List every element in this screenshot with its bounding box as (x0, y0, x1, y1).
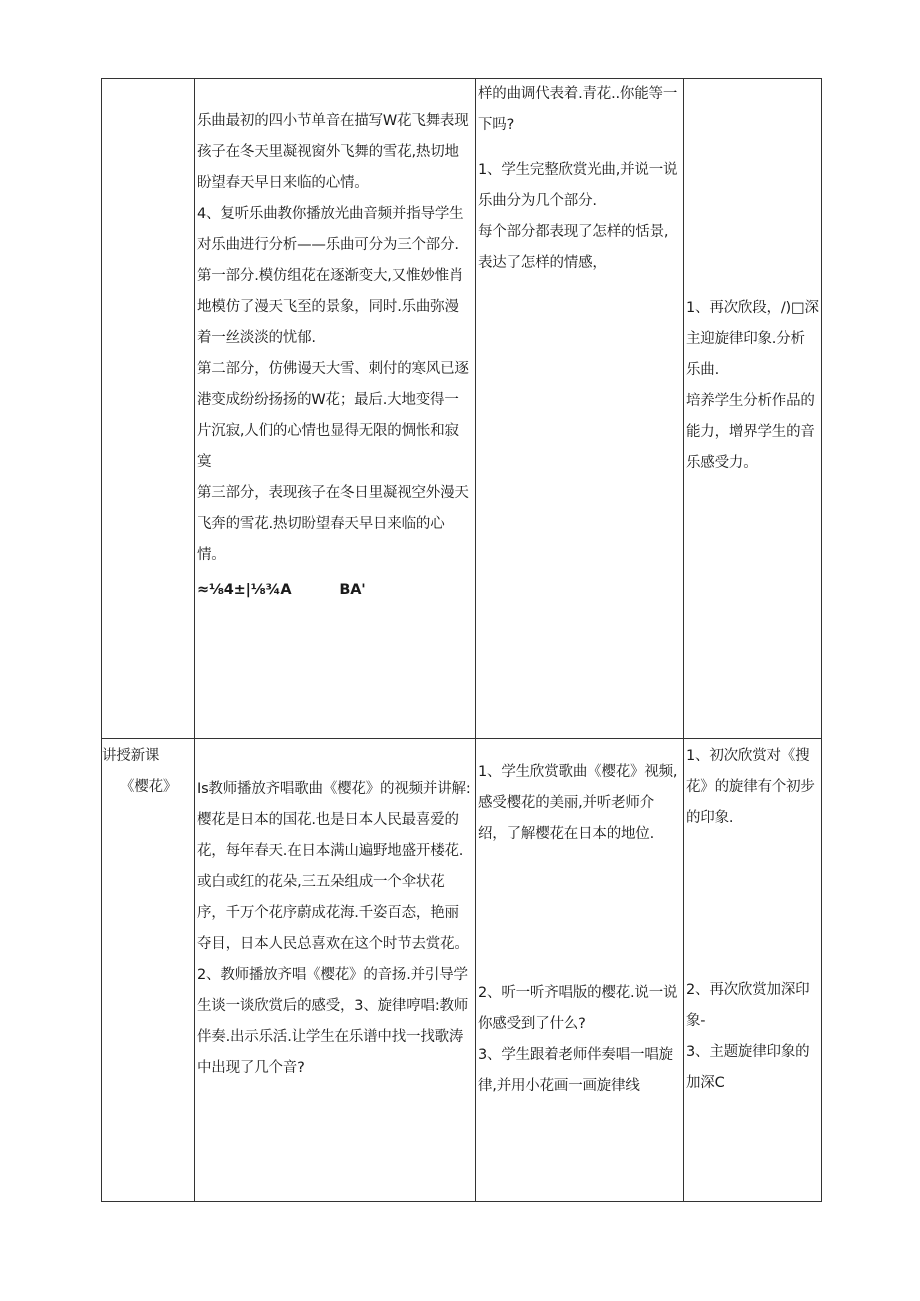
paragraph: 第一部分.模仿组花在逐渐变大,又惟妙惟肖地模仿了漫天飞至的景象，同时.乐曲弥漫着一丝淡淡的忧郁. (197, 268, 464, 346)
paragraph: 1、学生欣赏歌曲《樱花》视频,感受樱花的美丽,并听老师介绍，了解樱花在日本的地位. (478, 764, 678, 842)
design-intent-cell (684, 739, 822, 1202)
paragraph: 1、学生完整欣赏光曲,并说一说乐曲分为几个部分. (478, 162, 678, 209)
paragraph: 2、听一听齐唱版的樱花.说一说你感受到了什么? (478, 985, 678, 1032)
paragraph: Is教师播放齐唱歌曲《樱花》的视频并讲解:樱花是日本的国花.也是日本人民最喜爱的花，每年春天.在日本满山遍野地盛开楼花.或白或红的花朵,三五朵组成一个伞状花序，千万个花序蔚成花海.千姿百态，艳丽夺目，日本人民总喜欢在这个时节去赏花。 (197, 781, 471, 952)
song-title: 《樱花》 (120, 779, 178, 795)
student-activity-cell (476, 739, 684, 1202)
paragraph: 第二部分，仿佛谩天大雪、刺付的寒风已逐港变成纷纷扬扬的W花；最后.大地变得一片沉寂,人们的心情也显得无限的惆怅和寂寞 (197, 361, 469, 470)
stage-title: 讲授新课 (102, 748, 160, 764)
garbled-text-a: ≈⅛4±|⅛¾A (197, 582, 292, 598)
paragraph: 3、主题旋律印象的加深C (686, 1044, 810, 1091)
design-intent-cell (684, 79, 822, 739)
student-activity-cell (476, 79, 684, 739)
paragraph: 2、再次欣赏加深印象- (686, 982, 810, 1029)
paragraph: 每个部分都表现了怎样的恬景,表达了怎样的情感， (478, 224, 669, 271)
paragraph: 4、复听乐曲教你播放光曲音频并指导学生对乐曲进行分析——乐曲可分为三个部分. (197, 206, 464, 253)
stage-cell (102, 79, 195, 739)
paragraph: 2、教师播放齐唱《樱花》的音扬.并引导学生谈一谈欣赏后的感受，3、旋律哼唱:教师伴奏.出示乐活.让学生在乐谱中找一找歌涛中出现了几个音? (197, 967, 469, 1076)
paragraph: 1、初次欣赏对《搜花》的旋律有个初步的印象. (686, 748, 815, 826)
paragraph: 3、学生跟着老师伴奏唱一唱旋律,并用小花画一画旋律线 (478, 1047, 673, 1094)
table-row (102, 79, 822, 739)
lesson-plan-table (101, 78, 822, 1202)
paragraph: 样的曲调代表着.青花..你能等一下吗? (478, 86, 678, 133)
garbled-text-b: BA' (339, 582, 366, 598)
table-row (102, 739, 822, 1202)
paragraph: 乐曲最初的四小节单音在描写W花飞舞表现孩子在冬天里凝视窗外飞舞的雪花,热切地盼望春天早日来临的心情。 (197, 113, 469, 191)
paragraph: 培养学生分析作品的能力，增界学生的音乐感受力。 (686, 393, 815, 471)
garbled-text (197, 575, 472, 606)
paragraph: 第三部分，表现孩子在冬日里凝视空外漫天飞奔的雪花.热切盼望春天早日来临的心情。 (197, 485, 469, 563)
stage-cell (102, 739, 195, 1202)
teaching-process-cell (195, 79, 476, 739)
paragraph: 1、再次欣段，/)□深主迎旋律印象.分析乐曲. (686, 300, 819, 378)
teaching-process-cell (195, 739, 476, 1202)
